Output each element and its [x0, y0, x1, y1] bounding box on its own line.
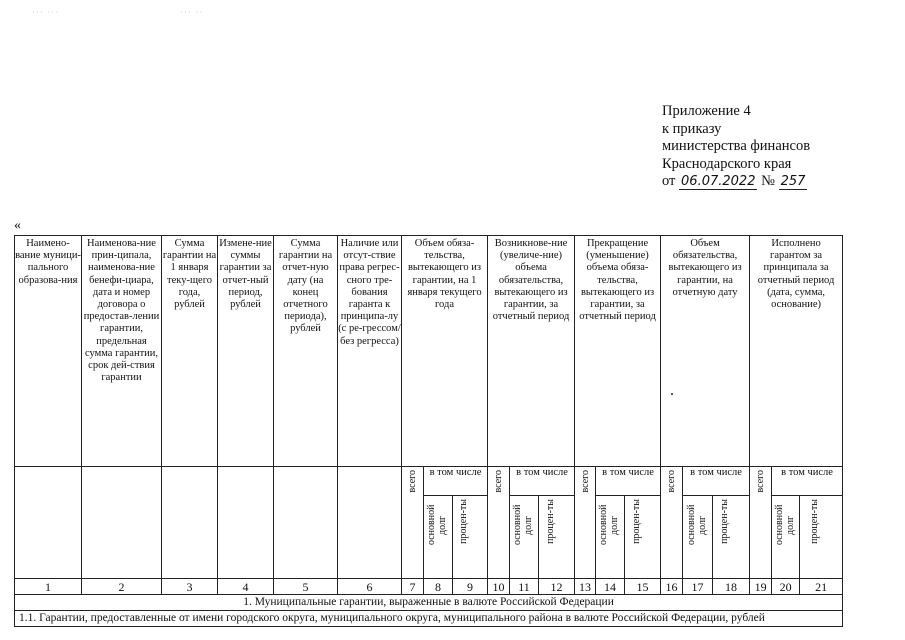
including-header: в том числе — [772, 467, 843, 496]
vsego-text: всего — [755, 470, 767, 493]
column-numbers-row — [15, 579, 843, 595]
column-number: 21 — [800, 579, 843, 595]
col-principal-beneficiary: Наименова-ние прин-ципала, наименова-ние бенефи-циара, дата и номер договора о предостав-лении гарантии, предельная сумма гарантии, срок дей-ствия гарантии — [82, 236, 162, 467]
col-sum-report-date: Сумма гарантии на отчет-ную дату (на конец отчетного периода), рублей — [274, 236, 338, 467]
interest-text: процен-ты — [544, 499, 556, 544]
column-number: 6 — [338, 579, 402, 595]
vsego-text: всего — [493, 470, 505, 493]
approval-stamp — [662, 103, 810, 191]
stamp-line: министерства финансов — [662, 138, 811, 154]
group-obligation-increase: Возникнове-ние (увеличе-ние) объема обязательства, вытекающего из гарантии, за отчетный период — [488, 236, 575, 467]
column-number: 16 — [661, 579, 683, 595]
header-row-sub — [15, 467, 843, 496]
interest-header — [453, 496, 488, 579]
column-number: 10 — [488, 579, 510, 595]
interest-header — [713, 496, 750, 579]
col-sum-jan1: Сумма гарантии на 1 января теку-щего года, рублей — [162, 236, 218, 467]
scan-mark: ˙˙˙ ˙˙ — [180, 10, 204, 20]
vsego-header — [661, 467, 683, 579]
empty-cell — [82, 467, 162, 579]
interest-text: процен-ты — [719, 499, 731, 544]
header-row-main — [15, 236, 843, 467]
vsego-text: всего — [579, 470, 591, 493]
column-number: 1 — [15, 579, 82, 595]
principal-debt-header — [596, 496, 625, 579]
column-number: 18 — [713, 579, 750, 595]
vsego-text: всего — [666, 470, 678, 493]
interest-header — [800, 496, 843, 579]
principal-debt-header — [772, 496, 800, 579]
column-number: 9 — [453, 579, 488, 595]
empty-cell — [338, 467, 402, 579]
vsego-header — [575, 467, 596, 579]
principal-debt-header — [510, 496, 539, 579]
stamp-line: Приложение 4 — [662, 103, 751, 119]
column-number: 8 — [424, 579, 453, 595]
vsego-header — [750, 467, 772, 579]
column-number: 15 — [625, 579, 661, 595]
interest-text: процен-ты — [458, 499, 470, 544]
column-number: 4 — [218, 579, 274, 595]
principal-debt-header — [683, 496, 713, 579]
scan-mark: ˙˙˙ ˙˙˙ — [32, 10, 60, 20]
principal-debt-text: основной долг — [685, 504, 708, 546]
principal-debt-text: основной долг — [598, 504, 621, 546]
column-number: 14 — [596, 579, 625, 595]
principal-debt-header — [424, 496, 453, 579]
column-number: 7 — [402, 579, 424, 595]
column-number: 17 — [683, 579, 713, 595]
group-executed-by-guarantor: Исполнено гарантом за принципала за отчетный период (дата, сумма, основание) — [750, 236, 843, 467]
empty-cell — [218, 467, 274, 579]
col-regress-right: Наличие или отсут-ствие права регрес-сного тре-бования гаранта к принципа-лу (с ре-грессом/ без регресса) — [338, 236, 402, 467]
column-number: 13 — [575, 579, 596, 595]
column-number: 3 — [162, 579, 218, 595]
vsego-header — [402, 467, 424, 579]
subsection-row — [15, 611, 843, 627]
empty-cell — [274, 467, 338, 579]
section-row — [15, 595, 843, 611]
section-1-title: 1. Муниципальные гарантии, выраженные в валюте Российской Федерации — [15, 595, 843, 611]
vsego-text: всего — [407, 470, 418, 493]
interest-header — [625, 496, 661, 579]
column-number: 20 — [772, 579, 800, 595]
stamp-line: Краснодарского края — [662, 155, 792, 172]
vsego-header — [488, 467, 510, 579]
date-prefix: от — [662, 173, 676, 189]
stamp-line: к приказу — [662, 120, 722, 137]
interest-text: процен-ты — [630, 499, 642, 544]
empty-cell — [15, 467, 82, 579]
scan-dot — [671, 393, 673, 395]
column-number: 5 — [274, 579, 338, 595]
group-obligation-report-date: Объем обязательства, вытекающего из гарантии, на отчетную дату — [661, 236, 750, 467]
interest-header — [539, 496, 575, 579]
including-header: в том числе — [596, 467, 661, 496]
empty-cell — [162, 467, 218, 579]
col-municipality-name: Наимено-вание муници-пального образова-ния — [15, 236, 82, 467]
column-number: 2 — [82, 579, 162, 595]
principal-debt-text: основной долг — [773, 504, 796, 546]
group-obligation-jan1: Объем обяза-тельства, вытекающего из гарантии, на 1 января текущего года — [402, 236, 488, 467]
interest-text: процен-ты — [809, 499, 821, 544]
including-header: в том числе — [683, 467, 750, 496]
number-label: № — [761, 173, 775, 189]
opening-quote: « — [14, 218, 21, 233]
handwritten-number: 257 — [780, 174, 806, 189]
principal-debt-text: основной долг — [426, 504, 448, 546]
column-number: 19 — [750, 579, 772, 595]
guarantees-table — [14, 235, 843, 627]
column-number: 11 — [510, 579, 539, 595]
including-header: в том числе — [424, 467, 488, 496]
column-number: 12 — [539, 579, 575, 595]
handwritten-date: 06.07.2022 — [681, 174, 756, 189]
principal-debt-text: основной долг — [512, 504, 535, 546]
including-header: в том числе — [510, 467, 575, 496]
group-obligation-decrease: Прекращение (уменьшение) объема обяза-тельства, вытекающего из гарантии, за отчетный период — [575, 236, 661, 467]
col-sum-change: Измене-ние суммы гарантии за отчет-ный период, рублей — [218, 236, 274, 467]
stamp-date-line — [662, 173, 810, 191]
section-1-1-title: 1.1. Гарантии, предоставленные от имени городского округа, муниципального округа, муниципального района в валюте Российской Федерации, рублей — [15, 611, 843, 627]
